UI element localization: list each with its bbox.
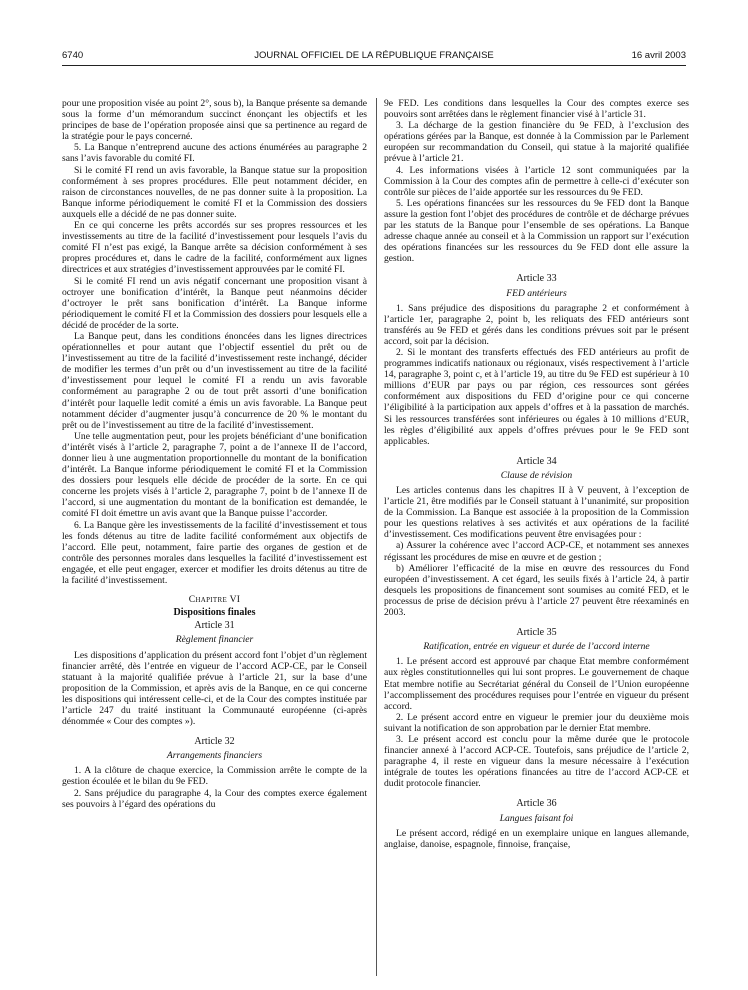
- paragraph: Le présent accord, rédigé en un exemplaire unique en langues allemande, anglaise, danoise, espagnole, finnoise, française,: [384, 827, 689, 850]
- page-number: 6740: [62, 50, 84, 61]
- article-subtitle: Règlement financier: [175, 634, 254, 646]
- paragraph: 5. La Banque n’entreprend aucune des actions énumérées au paragraphe 2 sans l’avis favorable du comité FI.: [62, 142, 367, 165]
- paragraph: 2. Le présent accord entre en vigueur le premier jour du deuxième mois suivant la notification de son approbation par le dernier Etat membre.: [384, 711, 689, 734]
- article-heading: Article 34: [516, 455, 557, 467]
- paragraph: 1. Sans préjudice des dispositions du paragraphe 2 et conformément à l’article 1er, paragraphe 2, point b, les reliquats des FED antérieurs sont transférés au 9e FED et gérés dans les conditions prévues soit par le présent accord, soit par la décision.: [384, 302, 689, 347]
- article-heading: Article 36: [516, 798, 557, 810]
- paragraph: 9e FED. Les conditions dans lesquelles la Cour des comptes exerce ses pouvoirs sont arrêtées dans le règlement financier visé à l’article 31.: [384, 98, 689, 121]
- paragraph: Si le comité FI rend un avis négatif concernant une proposition visant à octroyer une bonification d’intérêt, la Banque peut néanmoins décider d’octroyer le prêt sans bonification d’intérêt. La Banque informe périodiquement le comité FI et la Commission des dossiers pour lesquels elle a décidé de procéder de la sorte.: [62, 275, 367, 331]
- article-heading: Article 35: [516, 627, 557, 639]
- paragraph: 3. Le présent accord est conclu pour la même durée que le protocole financier annexé à l’accord ACP-CE. Toutefois, sans préjudice de l’article 2, paragraphe 4, il reste en vigueur dans la mesure nécessaire à l’exécution intégrale de toutes les opérations financées au titre de l’accord ACP-CE et dudit protocole financier.: [384, 733, 689, 790]
- paragraph: Les articles contenus dans les chapitres II à V peuvent, à l’exception de l’article 21, être modifiés par le Conseil statuant à l’unanimité, sur proposition de la Commission. La Banque est associée à la proposition de la Commission pour les questions relatives à ses activités et aux opérations de la facilité d’investissement. Ces modifications peuvent être envisagées pour :: [384, 485, 689, 541]
- paragraph: b) Améliorer l’efficacité de la mise en œuvre des ressources du Fond européen d’investissement. A cet égard, les seuils fixés à l’article 24, à partir desquels les propositions de financement sont soumises au comité FED, et le processus de prise de décision prévu à l’article 27 peuvent être réexaminés en 2003.: [384, 562, 689, 619]
- paragraph: La Banque peut, dans les conditions énoncées dans les lignes directrices opérationnelles et pour autant que l’objectif essentiel du prêt ou de l’investissement au titre de la facilité d’investissement reste inchangé, décider de modifier les termes d’un prêt ou d’un investissement au titre de la facilité d’investissement pour lequel le comité FI a rendu un avis favorable conformément au paragraphe 2 ou de tout prêt assorti d’une bonification d’intérêt pour laquelle ledit comité a émis un avis favorable. La Banque peut notamment décider d’augmenter jusqu’à concurrence de 20 % le montant du prêt ou de l’investissement au titre de la facilité d’investissement.: [62, 330, 367, 431]
- header-rule: [62, 65, 686, 66]
- paragraph: 2. Sans préjudice du paragraphe 4, la Cour des comptes exerce également ses pouvoirs à l’égard des opérations du: [62, 787, 367, 810]
- article-subtitle: Ratification, entrée en vigueur et durée de l’accord interne: [423, 641, 650, 653]
- paragraph: Une telle augmentation peut, pour les projets bénéficiant d’une bonification d’intérêt visés à l’article 2, paragraphe 7, point a de l’annexe II de l’accord, donner lieu à une augmentation proportionnelle du montant de la bonification d’intérêt. La Banque informe périodiquement le comité FI et la Commission des dossiers pour lesquels elle décide de procéder de la sorte. En ce qui concerne les projets visés à l’article 2, paragraphe 7, point b de l’annexe II de l’accord, si une augmentation du montant de la bonification est demandée, le comité FI doit émettre un avis avant que la Banque puisse l’accorder.: [62, 430, 367, 520]
- paragraph: 4. Les informations visées à l’article 12 sont communiquées par la Commission à la Cour des comptes afin de permettre à celle-ci d’exécuter son contrôle sur pièces de l’aide apportée sur les ressources du 9e FED.: [384, 164, 689, 198]
- article-subtitle: Langues faisant foi: [499, 812, 574, 824]
- right-column: [384, 98, 689, 850]
- article-subtitle: FED antérieurs: [506, 287, 567, 299]
- article-heading: Article 33: [516, 273, 557, 285]
- paragraph: 2. Si le montant des transferts effectués des FED antérieurs au profit de programmes indicatifs nationaux ou régionaux, visés respectivement à l’article 14, paragraphe 3, point c, et à l’article 19, au titre du 9e FED est supérieur à 10 millions d’EUR par pays ou par région, ces ressources sont gérées conformément aux dispositions du FED d’origine pour ce qui concerne l’éligibilité à la participation aux appels d’offres et à la passation de marchés. Si les ressources transférées sont inférieures ou égales à 10 millions d’EUR, les règles d’éligibilité aux appels d’offres prévues pour le 9e FED sont applicables.: [384, 346, 689, 447]
- article-heading: Article 31: [194, 620, 235, 632]
- page-header: [62, 50, 686, 64]
- paragraph: En ce qui concerne les prêts accordés sur ses propres ressources et les investissements au titre de la facilité d’investissement pour lesquels l’avis du comité FI n’est pas exigé, la Banque arrête sa décision conformément à ses propres procédures et, dans le cadre de la facilité, conformément aux lignes directrices et aux stratégies d’investissement approuvées par le comité FI.: [62, 220, 367, 276]
- paragraph: Si le comité FI rend un avis favorable, la Banque statue sur la proposition conformément à ses propres procédures. Elle peut notamment décider, en raison de circonstances nouvelles, de ne pas donner suite à la proposition. La Banque informe périodiquement le comité FI et la Commission des dossiers auxquels elle a décidé de ne pas donner suite.: [62, 164, 367, 220]
- journal-title: JOURNAL OFFICIEL DE LA RÉPUBLIQUE FRANÇAISE: [254, 50, 494, 61]
- article-heading: Article 32: [194, 736, 235, 748]
- left-column: [62, 98, 367, 810]
- paragraph: 5. Les opérations financées sur les ressources du 9e FED dont la Banque assure la gestion font l’objet des procédures de contrôle et de décharge prévues par les statuts de la Banque pour l’ensemble de ses opérations. La Banque adresse chaque année au conseil et à la Commission un rapport sur l’exécution des opérations financées sur les ressources du 9e FED dont elle assure la gestion.: [384, 197, 689, 265]
- chapter-heading: Chapitre VI: [188, 594, 241, 606]
- paragraph: 1. A la clôture de chaque exercice, la Commission arrête le compte de la gestion écoulée et le bilan du 9e FED.: [62, 765, 367, 788]
- paragraph: 1. Le présent accord est approuvé par chaque Etat membre conformément aux règles constitutionnelles qui lui sont propres. Le gouvernement de chaque Etat membre notifie au Secrétariat général du Conseil de l’Union européenne l’accomplissement des procédures requises pour l’entrée en vigueur du présent accord.: [384, 656, 689, 712]
- paragraph: a) Assurer la cohérence avec l’accord ACP-CE, et notamment ses annexes régissant les procédures de mise en œuvre et de gestion ;: [384, 540, 689, 563]
- paragraph: 6. La Banque gère les investissements de la facilité d’investissement et tous les fonds détenus au titre de ladite facilité conformément aux objectifs de l’accord. Elle peut, notamment, faire partie des organes de gestion et de contrôle des personnes morales dans lesquelles la facilité d’investissement est engagée, et elle peut engager, exercer et modifier les droits détenus au titre de la facilité d’investissement.: [62, 519, 367, 587]
- paragraph: Les dispositions d’application du présent accord font l’objet d’un règlement financier arrêté, dès l’entrée en vigueur de l’accord ACP-CE, par le Conseil statuant à la majorité qualifiée prévue à l’article 21, sur la base d’une proposition de la Commission, et après avis de la Banque, en ce qui concerne les dispositions qui intéressent celle-ci, et de la Cour des comptes instituée par l’article 247 du traité instituant la Communauté européenne (ci-après dénommée « Cour des comptes »).: [62, 649, 367, 728]
- section-heading: Dispositions finales: [173, 607, 256, 619]
- paragraph: 3. La décharge de la gestion financière du 9e FED, à l’exclusion des opérations gérées par la Banque, est donnée à la Commission par le Parlement européen sur recommandation du Conseil, qui statue à la majorité qualifiée prévue à l’article 21.: [384, 120, 689, 165]
- paragraph: pour une proposition visée au point 2°, sous b), la Banque présente sa demande sous la forme d’un mémorandum succinct énonçant les objectifs et les principes de base de l’opération proposée ainsi que sa pertinence au regard de la stratégie pour le pays concerné.: [62, 98, 367, 143]
- article-subtitle: Clause de révision: [500, 469, 573, 481]
- publication-date: 16 avril 2003: [631, 50, 686, 61]
- article-subtitle: Arrangements financiers: [166, 750, 263, 762]
- column-divider: [376, 98, 377, 976]
